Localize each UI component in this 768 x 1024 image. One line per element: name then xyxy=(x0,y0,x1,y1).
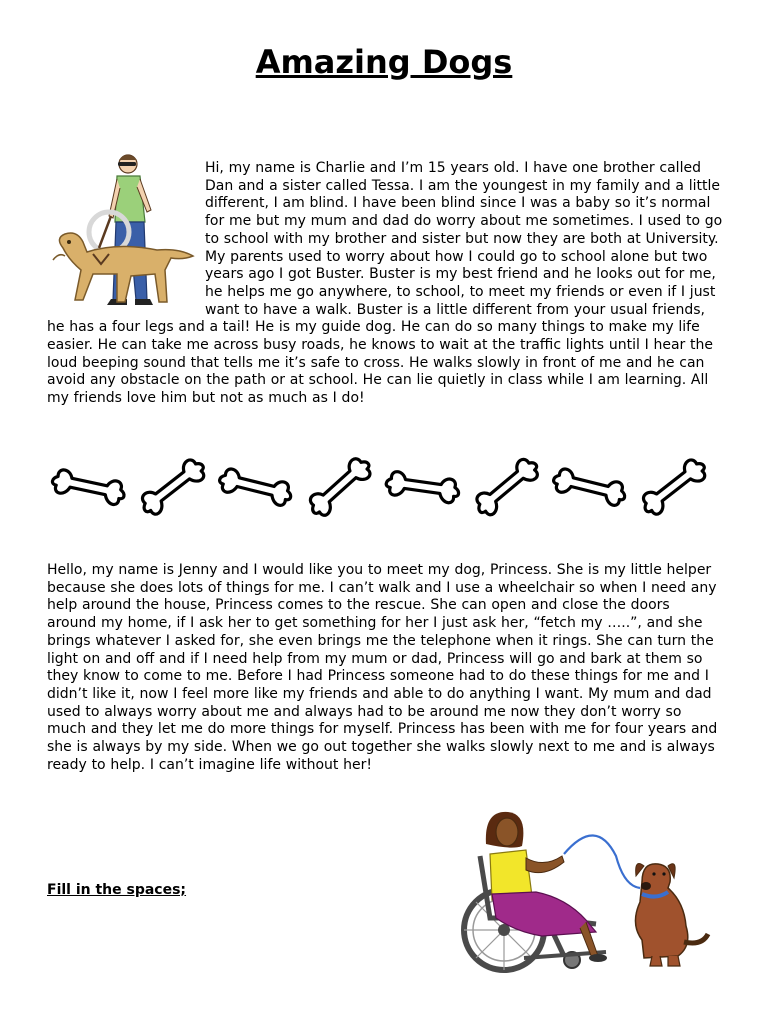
fill-in-heading: Fill in the spaces; xyxy=(47,882,187,898)
dog-bone-icon xyxy=(137,455,209,519)
dog-bone-icon xyxy=(50,468,126,506)
guide-dog-illustration xyxy=(47,152,195,314)
dog-bone-icon xyxy=(305,454,375,520)
wheelchair-illustration xyxy=(446,806,714,978)
page-title: Amazing Dogs xyxy=(255,43,513,81)
dog-bone-icon xyxy=(638,455,710,519)
dog-bone-icon xyxy=(471,454,542,519)
dog-bone-icon xyxy=(217,467,294,508)
bone-divider xyxy=(47,448,715,524)
story-jenny-text: Hello, my name is Jenny and I would like you to meet my dog, Princess. She is my little helper because she does lots of things for me. I can’t walk and I use a wheelchair so when I need any help around the house, Princess comes to the rescue. She can open and close the doors around my home, if I ask her to get something for her I just ask her, “fetch my …..”, and she brings whatever I asked for, she even brings me the telephone when it rings. She can turn the light on and off and if I need help from my mum or dad, Princess will go and bark at them so they know to come to me. Before I had Princess someone had to do these things for me and I didn’t like it, now I feel more like my friends and able to do anything I want. My mum and dad used to always worry about me and always had to be around me now they don’t worry so much and they let me do more things for myself. Princess has been with me for four years and she is always by my side. When we go out together she walks slowly next to me and is always ready to help. I can’t imagine life without her! xyxy=(47,562,718,773)
dog-bone-icon xyxy=(385,470,461,504)
story-charlie-text: Hi, my name is Charlie and I’m 15 years old. I have one brother called Dan and a sister called Tessa. I am the youngest in my family and a little different, I am blind. I have been blind since I was a baby so it’s normal for me but my mum and dad do worry about me sometimes. I used to go to school with my brother and sister but now they are both at University. My parents used to worry about how I could go to school alone but two years ago I got Buster. Buster is my best friend and he looks out for me, he helps me go anywhere, to school, to meet my friends or even if I just want to have a walk. Buster is a little different from your usual friends, he has a four legs and a tail! He is my guide dog. He can do so many things to make my life easier. He can take me across busy roads, he knows to wait at the traffic lights until I hear the loud beeping sound that tells me it’s safe to cross. He walks slowly in front of me and he can avoid any obstacle on the path or at school. He can lie quietly in class while I am learning. All my friends love him but not as much as I do! xyxy=(47,160,723,407)
story-jenny xyxy=(47,562,723,774)
bone-row-svg xyxy=(47,448,715,524)
blind-boy-with-guide-dog-image xyxy=(47,152,195,314)
dog-bone-icon xyxy=(551,467,628,508)
girl-in-wheelchair-with-dog-image xyxy=(446,806,714,978)
story-charlie xyxy=(47,160,723,408)
